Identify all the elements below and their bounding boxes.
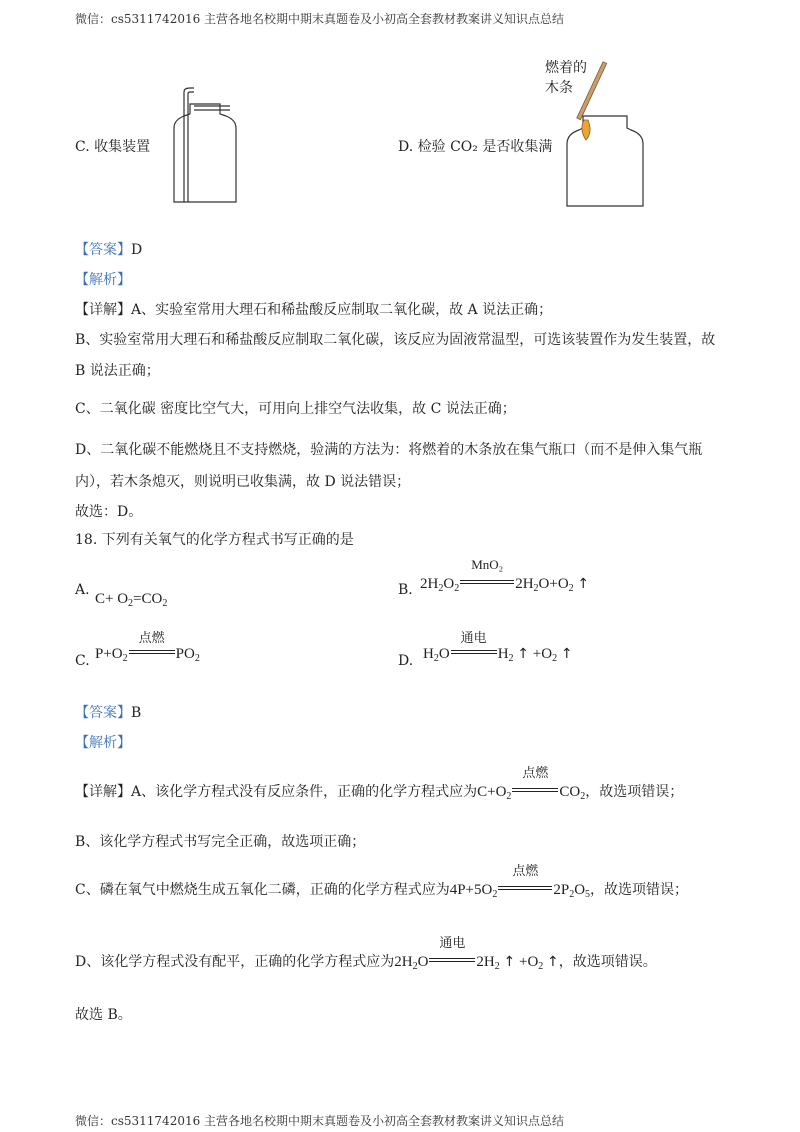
option-c-label: C. 收集装置 (75, 139, 151, 155)
flame-icon (582, 120, 590, 140)
q17-line-d2: 内），若木条熄灭，则说明已收集满，故 D 说法错误； (75, 474, 411, 490)
long-tube-inner (188, 92, 194, 202)
figure-label-line1: 燃着的 (545, 60, 587, 76)
q18-detail-b: B、该化学方程式书写完全正确，故选项正确； (75, 834, 366, 850)
q17-line-a: 【详解】A、实验室常用大理石和稀盐酸反应制取二氧化碳，故 A 说法正确； (75, 302, 553, 318)
q18-detail-c: C、磷在氧气中燃烧生成五氧化二磷，正确的化学方程式应为$4P+5O_2$ 点燃 $2P_2O_5$，故选项错误； (75, 863, 689, 900)
q17-conclusion: 故选：D。 (75, 504, 143, 520)
q17-line-b2: B 说法正确； (75, 363, 160, 379)
q18-opt-d-equation: $H_2O$ 通电 $H_2$ ↑ $+O_2$ ↑ (423, 646, 573, 664)
condition-ignite: 点燃 (138, 630, 165, 645)
equation-a: $C+O_2$ 点燃 $CO_2$ (477, 765, 586, 802)
answer-value: B (131, 705, 142, 721)
answer-tag: 【答案】 (75, 242, 131, 258)
q18-answer: 【答案】B (75, 705, 142, 721)
q18-opt-b-label: B. (398, 582, 413, 598)
q18-opt-a-label: A. (75, 582, 90, 598)
q18-opt-d-label: D. (398, 653, 414, 669)
q17-line-c: C、二氧化碳 密度比空气大，可用向上排空气法收集，故 C 说法正确； (75, 401, 516, 417)
answer-value: D (131, 242, 143, 258)
q17-analysis-tag: 【解析】 (75, 272, 131, 288)
q17-line-d1: D、二氧化碳不能燃烧且不支持燃烧，验满的方法为：将燃着的木条放在集气瓶口（而不是伸入集气瓶 (75, 442, 703, 458)
option-d-label: D. 检验 CO₂ 是否收集满 (398, 139, 553, 155)
page-header: 微信：cs5311742016 主营各地名校期中期末真题卷及小初高全套教材教案讲义知识点总结 (75, 12, 565, 26)
q18-detail-d: D、该化学方程式没有配平，正确的化学方程式应为$2H_2O$ 通电 $2H_2$ ↑ $+O_2$ ↑，故选项错误。 (75, 935, 657, 972)
q18-analysis-tag: 【解析】 (75, 735, 131, 751)
equation-d: $2H_2O$ 通电 $2H_2$ ↑ $+O_2$ ↑ (394, 935, 559, 972)
equation-c: $4P+5O_2$ 点燃 $2P_2O_5$ (449, 863, 591, 900)
figure-label-line2: 木条 (545, 80, 573, 96)
long-tube (184, 88, 194, 202)
detail-tag: 【详解】 (75, 302, 131, 318)
bottle-outline (174, 104, 236, 202)
q18-opt-c-equation: $P+O_2$ 点燃 $PO_2$ (95, 646, 200, 664)
collection-bottle-figure (160, 82, 240, 206)
page-footer: 微信：cs5311742016 主营各地名校期中期末真题卷及小初高全套教材教案讲义知识点总结 (75, 1114, 565, 1128)
condition-electric: 通电 (460, 630, 487, 645)
condition-mno2: MnO₂ (471, 557, 504, 572)
q18-conclusion: 故选 B。 (75, 1007, 132, 1023)
q18-opt-c-label: C. (75, 653, 90, 669)
q18-question: 18. 下列有关氧气的化学方程式书写正确的是 (75, 532, 354, 548)
q18-opt-b-equation: $2H_2O_2$ MnO₂ $2H_2O+O_2$ ↑ (420, 557, 590, 594)
q18-opt-a-equation: $C+ O_2=CO_2$ (95, 591, 168, 609)
q17-line-b1: B、实验室常用大理石和稀盐酸反应制取二氧化碳，该反应为固液常温型，可选该装置作为发生装置，故 (75, 332, 716, 348)
gas-jar-outline (567, 116, 643, 206)
q18-detail-a: 【详解】A、该化学方程式没有反应条件，正确的化学方程式应为$C+O_2$ 点燃 $CO_2$，故选项错误； (75, 765, 684, 802)
q17-answer (75, 240, 142, 260)
